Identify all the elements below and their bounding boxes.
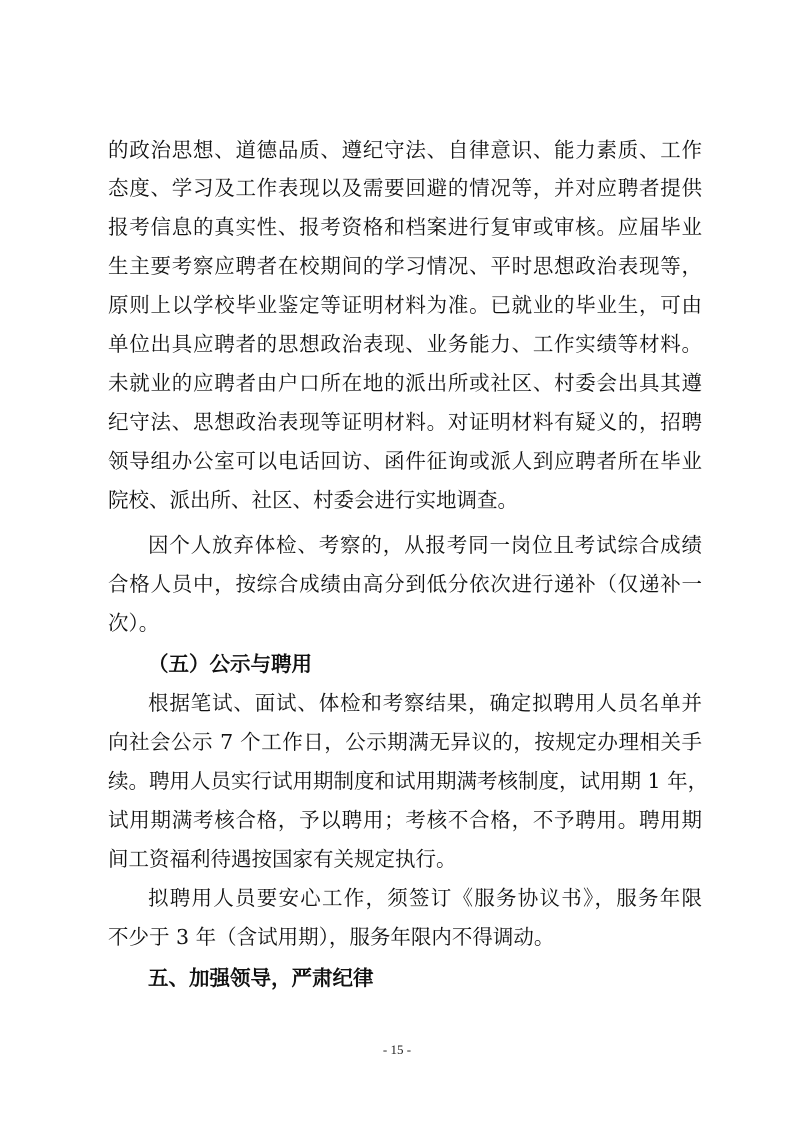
paragraph-line: 原则上以学校毕业鉴定等证明材料为准。已就业的毕业生，可由 [108, 293, 702, 317]
paragraph-line: 向社会公示 7 个工作日，公示期满无异议的，按规定办理相关手 [108, 730, 702, 754]
paragraph-line: 次）。 [108, 611, 160, 635]
paragraph-line: 根据笔试、面试、体检和考察结果，确定拟聘用人员名单并 [148, 691, 702, 715]
paragraph-line: 不少于 3 年（含试用期），服务年限内不得调动。 [108, 925, 555, 949]
paragraph-line: 因个人放弃体检、考察的，从报考同一岗位且考试综合成绩 [148, 533, 702, 557]
section-heading: 五、加强领导，严肃纪律 [148, 966, 374, 990]
paragraph-line: 续。聘用人员实行试用期制度和试用期满考核制度，试用期 1 年， [108, 769, 709, 793]
paragraph-line: 试用期满考核合格，予以聘用；考核不合格，不予聘用。聘用期 [108, 808, 702, 832]
paragraph-line: 纪守法、思想政治表现等证明材料。对证明材料有疑义的，招聘 [108, 410, 702, 434]
paragraph-line: 的政治思想、道德品质、遵纪守法、自律意识、能力素质、工作 [108, 138, 702, 162]
paragraph-line: 未就业的应聘者由户口所在地的派出所或社区、村委会出具其遵 [108, 371, 702, 395]
paragraph-line: 生主要考察应聘者在校期间的学习情况、平时思想政治表现等， [108, 254, 702, 278]
paragraph-line: 院校、派出所、社区、村委会进行实地调查。 [108, 488, 518, 512]
subsection-heading: （五）公示与聘用 [148, 652, 312, 676]
paragraph-line: 态度、学习及工作表现以及需要回避的情况等，并对应聘者提供 [108, 176, 702, 200]
paragraph-line: 间工资福利待遇按国家有关规定执行。 [108, 847, 457, 871]
paragraph-line: 报考信息的真实性、报考资格和档案进行复审或审核。应届毕业 [108, 215, 702, 239]
paragraph-line: 拟聘用人员要安心工作，须签订《服务协议书》，服务年限 [148, 886, 702, 910]
page-number: - 15 - [382, 1042, 412, 1057]
paragraph-line: 单位出具应聘者的思想政治表现、业务能力、工作实绩等材料。 [108, 332, 702, 356]
paragraph-line: 合格人员中，按综合成绩由高分到低分依次进行递补（仅递补一 [108, 572, 702, 596]
paragraph-line: 领导组办公室可以电话回访、函件征询或派人到应聘者所在毕业 [108, 449, 702, 473]
